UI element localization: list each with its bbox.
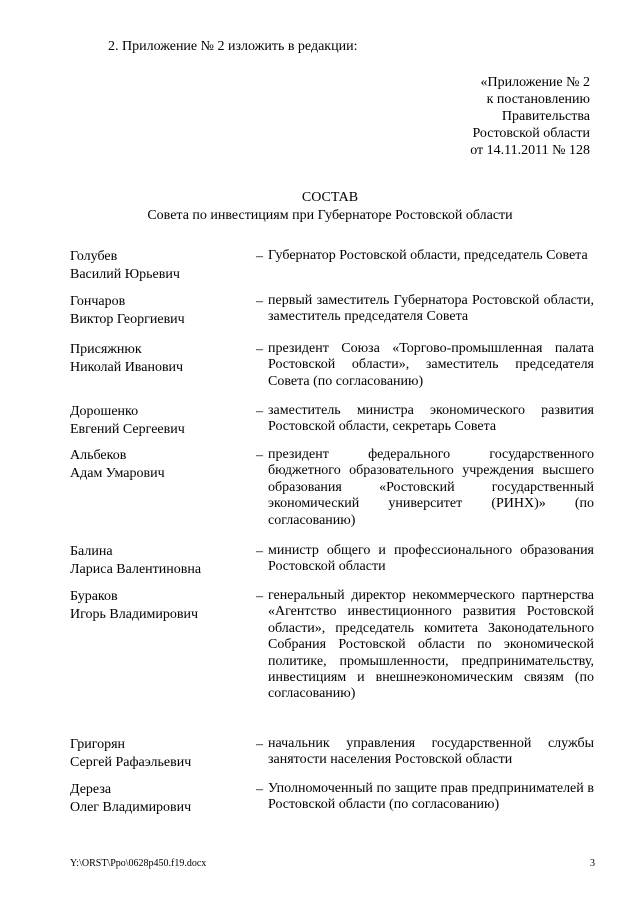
member-surname: Дереза xyxy=(70,782,112,797)
member-name xyxy=(70,248,250,284)
member-given-names: Сергей Рафаэльевич xyxy=(70,755,192,770)
member-role: заместитель министра экономического развития Ростовской области, секретарь Совета xyxy=(268,403,594,435)
member-role: президент федерального государственного бюджетного образовательного учреждения высшего образования «Ростовский государственный экономический университет (РИНХ)» (по согласованию) xyxy=(268,447,594,528)
member-given-names: Лариса Валентиновна xyxy=(70,562,202,577)
member-surname: Присяжнюк xyxy=(70,342,142,357)
member-surname: Дорошенко xyxy=(70,404,139,419)
member-role: президент Союза «Торгово-промышленная палата Ростовской области», заместитель председателя Совета (по согласованию) xyxy=(268,341,594,389)
member-given-names: Игорь Владимирович xyxy=(70,607,199,622)
appendix-line: Ростовской области xyxy=(472,126,590,141)
appendix-line: к постановлению xyxy=(486,92,590,107)
member-name xyxy=(70,588,250,624)
member-surname: Голубев xyxy=(70,249,118,264)
appendix-line: «Приложение № 2 xyxy=(480,75,590,90)
member-surname: Бураков xyxy=(70,589,118,604)
member-dash: – xyxy=(256,544,263,559)
member-given-names: Николай Иванович xyxy=(70,360,184,375)
member-given-names: Адам Умарович xyxy=(70,466,165,481)
member-role: министр общего и профессионального образования Ростовской области xyxy=(268,543,594,575)
member-dash: – xyxy=(256,589,263,604)
member-role: Губернатор Ростовской области, председатель Совета xyxy=(268,248,588,263)
footer-file-path: Y:\ORST\Ppo\0628p450.f19.docx xyxy=(70,858,207,869)
heading-title: СОСТАВ xyxy=(301,190,359,205)
member-dash: – xyxy=(256,404,263,419)
member-dash: – xyxy=(256,782,263,797)
appendix-line: Правительства xyxy=(501,109,590,124)
member-role: первый заместитель Губернатора Ростовской области, заместитель председателя Совета xyxy=(268,293,594,325)
member-surname: Альбеков xyxy=(70,448,127,463)
member-dash: – xyxy=(256,448,263,463)
member-dash: – xyxy=(256,249,263,264)
member-given-names: Виктор Георгиевич xyxy=(70,312,185,327)
member-name xyxy=(70,341,250,377)
amendment-intro: 2. Приложение № 2 изложить в редакции: xyxy=(108,39,358,54)
member-dash: – xyxy=(256,737,263,752)
heading-subtitle: Совета по инвестициям при Губернаторе Ростовской области xyxy=(147,208,513,223)
member-given-names: Олег Владимирович xyxy=(70,800,192,815)
member-name xyxy=(70,447,250,483)
member-dash: – xyxy=(256,294,263,309)
document-heading xyxy=(70,189,590,225)
member-name xyxy=(70,781,250,817)
member-name xyxy=(70,543,250,579)
member-name xyxy=(70,736,250,772)
member-given-names: Василий Юрьевич xyxy=(70,267,180,282)
member-surname: Григорян xyxy=(70,737,126,752)
member-role: Уполномоченный по защите прав предпринимателей в Ростовской области (по согласованию) xyxy=(268,781,594,813)
member-name xyxy=(70,293,250,329)
appendix-reference xyxy=(380,74,590,159)
page-number: 3 xyxy=(590,858,595,869)
member-given-names: Евгений Сергеевич xyxy=(70,422,185,437)
member-dash: – xyxy=(256,342,263,357)
member-surname: Балина xyxy=(70,544,113,559)
member-role: генеральный директор некоммерческого партнерства «Агентство инвестиционного развития Ростовской области», председатель комитета Законодательного Собрания Ростовской области по экономической политике, промышленности, предпринимательству, инвестициям и внешнеэкономическим связям (по согласованию) xyxy=(268,588,594,702)
member-surname: Гончаров xyxy=(70,294,126,309)
appendix-line: от 14.11.2011 № 128 xyxy=(470,143,590,158)
member-name xyxy=(70,403,250,439)
member-role: начальник управления государственной службы занятости населения Ростовской области xyxy=(268,736,594,768)
